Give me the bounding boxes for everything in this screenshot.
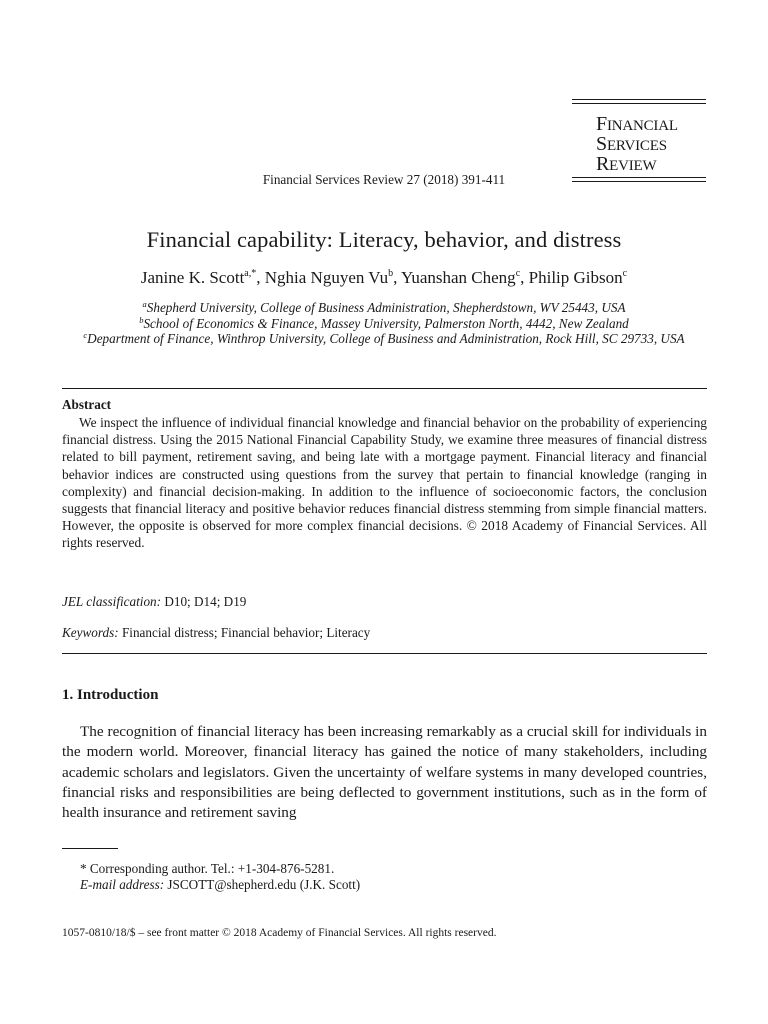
- author-affiliation-marker: c: [622, 268, 628, 279]
- author-separator: ,: [520, 268, 529, 287]
- affiliation-b: $^b$School of Economics & Finance, Massey University, Palmerston North, 4442, New Zealand: [139, 315, 629, 331]
- journal-logo-line-2: SERVICES: [596, 133, 667, 155]
- section-heading-introduction: 1. Introduction: [62, 687, 159, 703]
- jel-classification: JEL classification: D10; D14; D19: [62, 594, 247, 609]
- author-separator: ,: [256, 268, 265, 287]
- abstract-bottom-divider: [62, 653, 707, 654]
- logo-top-rule: [572, 99, 706, 100]
- abstract-heading: Abstract: [62, 397, 112, 412]
- author-name: Philip Gibson: [528, 268, 623, 287]
- author-affiliation-marker: b: [388, 268, 394, 279]
- abstract-top-divider: [62, 388, 707, 389]
- affiliation-c: $^c$Department of Finance, Winthrop University, College of Business and Administration, Rock Hill, SC 29733, USA: [83, 330, 685, 346]
- author-name: Janine K. Scott: [140, 268, 245, 287]
- paper-title: Financial capability: Literacy, behavior, and distress: [146, 227, 622, 252]
- author-name: Yuanshan Cheng: [400, 268, 516, 287]
- affiliation-a: $^a$Shepherd University, College of Business Administration, Shepherdstown, WV 25443, USA: [142, 299, 626, 315]
- author-separator: ,: [393, 268, 401, 287]
- footnote-email: E-mail address: JSCOTT@shepherd.edu (J.K. Scott): [80, 877, 361, 892]
- journal-citation: Financial Services Review 27 (2018) 391-411: [262, 172, 506, 187]
- abstract-text: We inspect the influence of individual financial knowledge and financial behavior on the probability of experiencing financial distress. Using the 2015 National Financial Capability Study, we examine three measures of financial distress related to bill payment, retirement saving, and being late with a mortgage payment. Financial literacy and financial behavior indices are constructed using questions from the survey that pertain to financial knowledge (ranging in complexity) and financial decision-making. In addition to the influence of socioeconomic factors, the conclusion suggests that financial literacy and positive behavior reduces financial distress stemming from simple financial matters. However, the opposite is observed for more complex financial decisions. © 2018 Academy of Financial Services. All rights reserved.: [62, 415, 707, 551]
- footnote-corresponding-author: * Corresponding author. Tel.: +1-304-876-5281.: [80, 861, 335, 876]
- copyright-line: 1057-0810/18/$ – see front matter © 2018 Academy of Financial Services. All rights reserved.: [62, 927, 497, 939]
- author-list: [0, 268, 768, 288]
- journal-logo-line-3: REVIEW: [596, 153, 657, 175]
- introduction-text: The recognition of financial literacy has been increasing remarkably as a crucial skill for individuals in the modern world. Moreover, financial literacy has gained the notice of many stakeholders, including academic scholars and legislators. Given the uncertainty of welfare systems in many developed countries, financial risks and responsibilities are being deflected to government institutions, such as in the form of health insurance and retirement saving: [62, 723, 707, 822]
- logo-top-rule-2: [572, 103, 706, 104]
- journal-logo-line-1: FINANCIAL: [596, 113, 678, 135]
- author-affiliation-marker: c: [515, 268, 521, 279]
- footnote-divider: [62, 848, 118, 849]
- keywords: Keywords: Financial distress; Financial behavior; Literacy: [62, 625, 371, 640]
- author-affiliation-marker: a,*: [244, 268, 257, 279]
- author-name: Nghia Nguyen Vu: [264, 268, 389, 287]
